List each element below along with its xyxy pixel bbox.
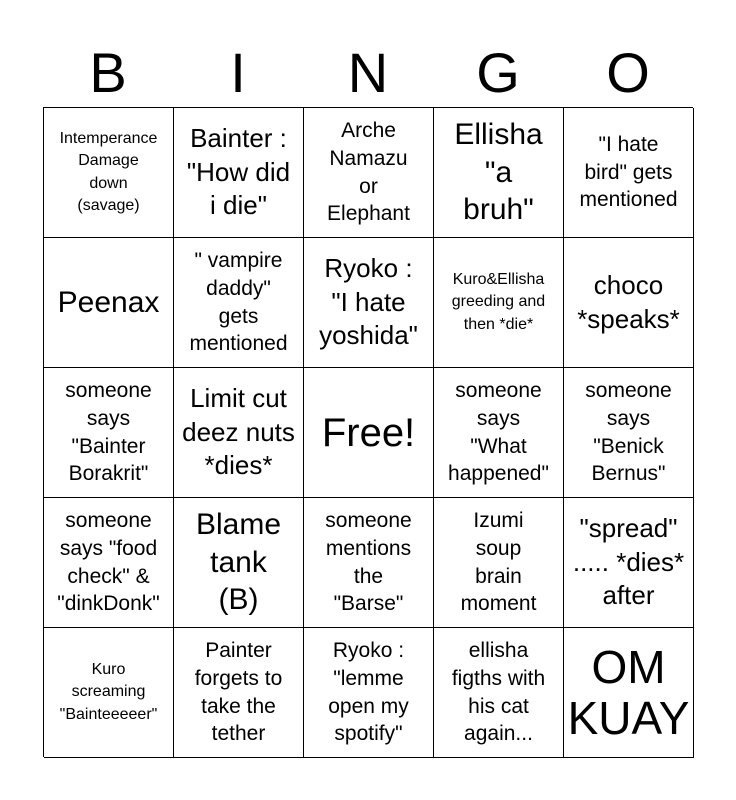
bingo-cell[interactable] — [434, 238, 564, 368]
bingo-cell-text: someone mentions the "Barse" — [325, 509, 412, 616]
bingo-cell[interactable] — [434, 108, 564, 238]
bingo-cell[interactable] — [174, 108, 304, 238]
bingo-cell-text: Blame tank (B) — [195, 508, 282, 617]
bingo-cell[interactable] — [564, 628, 694, 758]
bingo-cell-text: "I hate bird" gets mentioned — [579, 132, 678, 212]
header-letter-i: I — [230, 41, 246, 104]
bingo-cell[interactable] — [304, 238, 434, 368]
bingo-cell[interactable] — [174, 368, 304, 498]
bingo-cell-text: Arche Namazu or Elephant — [327, 119, 410, 226]
bingo-cell-text: Painter forgets to take the tether — [194, 639, 283, 746]
bingo-cell[interactable] — [304, 498, 434, 628]
bingo-cell-text: Bainter : "How did i die" — [186, 122, 291, 221]
bingo-header — [43, 38, 693, 108]
bingo-cell-text: ellisha figths with his cat again... — [451, 639, 546, 746]
bingo-cell[interactable] — [44, 108, 174, 238]
bingo-cell-text: Kuro screaming "Bainteeeeer" — [59, 660, 158, 723]
bingo-cell-text: someone says "What happened" — [448, 379, 549, 486]
bingo-cell[interactable] — [44, 368, 174, 498]
bingo-cell[interactable] — [564, 238, 694, 368]
bingo-cell-text: Kuro&Ellisha greeding and then *die* — [451, 270, 546, 333]
bingo-cell-text: choco *speaks* — [577, 269, 680, 334]
bingo-cell[interactable] — [44, 238, 174, 368]
bingo-free-cell[interactable] — [304, 368, 434, 498]
bingo-cell-text: someone says "food check" & "dinkDonk" — [57, 509, 160, 616]
header-letter-g: G — [476, 41, 520, 104]
bingo-cell-text: Peenax — [57, 285, 160, 319]
bingo-cell-text: Intemperance Damage down (savage) — [59, 129, 158, 214]
bingo-cell[interactable] — [434, 628, 564, 758]
bingo-cell-text: OM KUAY — [567, 640, 690, 744]
bingo-cell-text: someone says "Bainter Borakrit" — [65, 379, 152, 486]
bingo-cell-text: someone says "Benick Bernus" — [585, 379, 672, 486]
bingo-cell-text: Free! — [321, 410, 416, 455]
bingo-cell-text: Ellisha "a bruh" — [454, 118, 543, 227]
header-letter-n: N — [347, 41, 389, 104]
bingo-cell[interactable] — [304, 108, 434, 238]
bingo-cell[interactable] — [174, 498, 304, 628]
header-letter-o: O — [606, 41, 650, 104]
bingo-cell[interactable] — [174, 628, 304, 758]
bingo-cell-text: Ryoko : "I hate yoshida" — [319, 252, 418, 351]
bingo-cell[interactable] — [44, 628, 174, 758]
bingo-cell[interactable] — [44, 498, 174, 628]
header-letter-b: B — [89, 41, 127, 104]
bingo-cell[interactable] — [304, 628, 434, 758]
bingo-cell[interactable] — [174, 238, 304, 368]
bingo-cell[interactable] — [434, 368, 564, 498]
bingo-cell[interactable] — [434, 498, 564, 628]
bingo-cell[interactable] — [564, 368, 694, 498]
bingo-cell-text: Limit cut deez nuts *dies* — [182, 382, 295, 481]
bingo-cell[interactable] — [564, 498, 694, 628]
bingo-cell[interactable] — [564, 108, 694, 238]
bingo-cell-text: "spread" ..... *dies* after — [572, 512, 685, 611]
bingo-grid — [43, 107, 693, 757]
bingo-cell-text: Ryoko : "lemme open my spotify" — [328, 639, 409, 746]
bingo-cell-text: Izumi soup brain moment — [460, 509, 537, 616]
bingo-cell-text: " vampire daddy" gets mentioned — [189, 249, 288, 356]
